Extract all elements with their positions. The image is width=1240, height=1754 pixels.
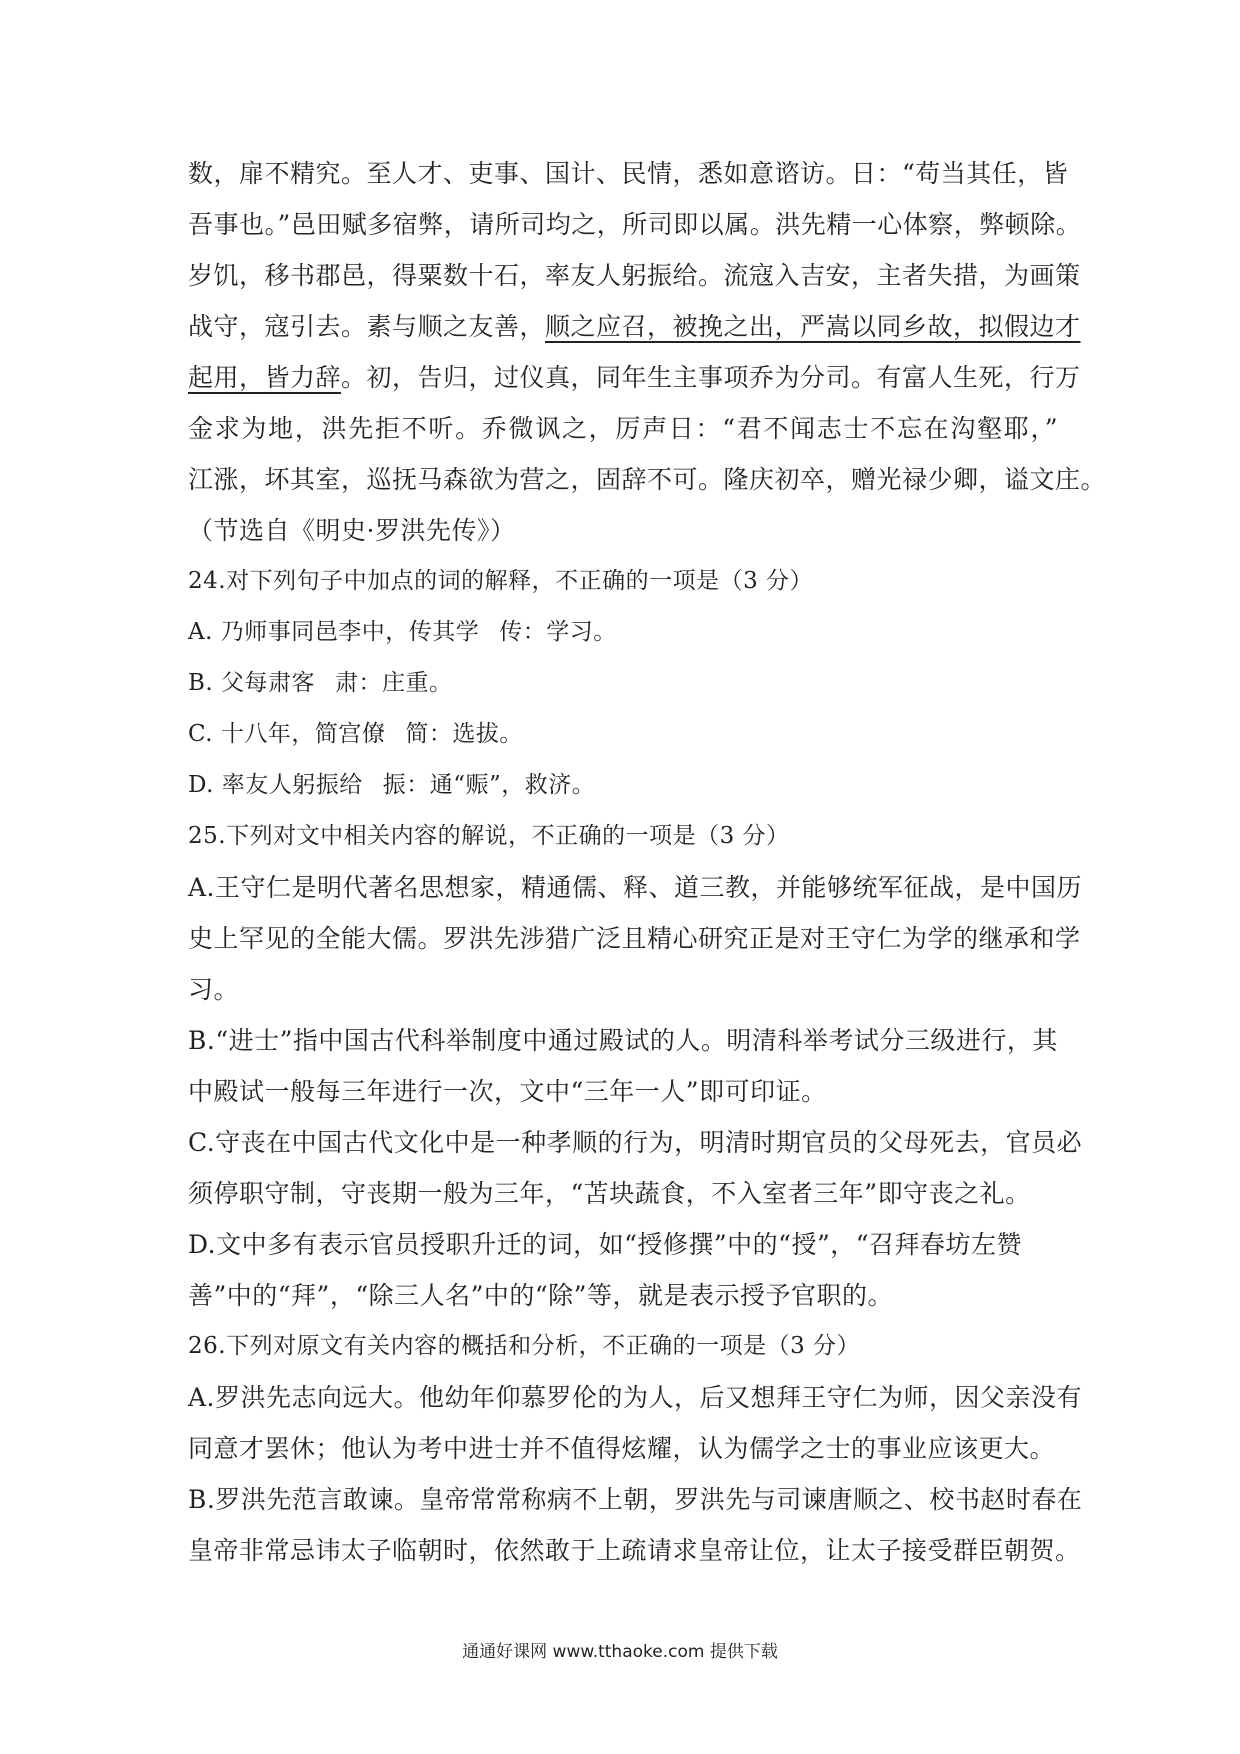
passage-line: 江涨，坏其室，巡抚马森欲为营之，固辞不可。隆庆初卒，赠光禄少卿，谥文庄。	[188, 465, 1107, 494]
document-body	[188, 148, 1107, 1576]
passage-source: （节选自《明史·罗洪先传》）	[188, 516, 516, 545]
page-footer: 通通好课网 www.tthaoke.com 提供下载	[462, 1642, 778, 1662]
passage-line	[188, 352, 1081, 403]
question-24-option-a: A. 乃师事同邑李中，传其学 传：学习。	[188, 619, 617, 645]
question-24-option-c: C. 十八年，简宫僚 简：选拔。	[188, 721, 523, 747]
question-26-title: 26.下列对原文有关内容的概括和分析，不正确的一项是（3 分）	[188, 1333, 861, 1359]
question-26-line: 皇帝非常忌讳太子临朝时，依然敢于上疏请求皇帝让位，让太子接受群臣朝贺。	[188, 1536, 1081, 1565]
underlined-sentence: 起用，皆力辞	[188, 363, 342, 392]
question-25-title: 25.下列对文中相关内容的解说，不正确的一项是（3 分）	[188, 823, 790, 849]
question-25-line: 中殿试一般每三年进行一次，文中“三年一人”即可印证。	[188, 1077, 827, 1106]
passage-text: 战守，寇引去。素与顺之友善，	[188, 312, 546, 341]
passage-line: 岁饥，移书郡邑，得粟数十石，率友人躬振给。流寇入吉安，主者失措，为画策	[188, 261, 1081, 290]
question-24-option-b: B. 父每肃客 肃：庄重。	[188, 670, 453, 696]
classical-passage	[188, 148, 1107, 505]
question-25-line: 史上罕见的全能大儒。罗洪先涉猎广泛且精心研究正是对王守仁为学的继承和学	[188, 924, 1081, 953]
question-25-line: D.文中多有表示官员授职升迁的词，如“授修撰”中的“授”，“召拜春坊左赞	[188, 1230, 1023, 1259]
question-26-line: A.罗洪先志向远大。他幼年仰慕罗伦的为人，后又想拜王守仁为师，因父亲没有	[188, 1383, 1083, 1412]
passage-text: 。初，告归，过仪真，同年生主事项乔为分司。有富人生死，行万	[341, 363, 1081, 392]
passage-line	[188, 301, 1081, 352]
question-26-line: 同意才罢休；他认为考中进士并不值得炫耀，认为儒学之士的事业应该更大。	[188, 1434, 1056, 1463]
question-24-title: 24.对下列句子中加点的词的解释，不正确的一项是（3 分）	[188, 568, 814, 594]
passage-line: 数，扉不精究。至人才、吏事、国计、民情，悉如意谘访。日：“苟当其任，皆	[188, 159, 1069, 188]
passage-line: 金求为地，洪先拒不听。乔微讽之，厉声日：“君不闻志士不忘在沟壑耶，”	[188, 414, 1058, 443]
question-25-line: 习。	[188, 975, 240, 1004]
question-25-line: A.王守仁是明代著名思想家，精通儒、释、道三教，并能够统军征战，是中国历	[188, 873, 1083, 902]
passage-line: 吾事也。”邑田赋多宿弊，请所司均之，所司即以属。洪先精一心体察，弊顿除。	[188, 210, 1082, 239]
question-24-option-d: D. 率友人躬振给 振：通“赈”，救济。	[188, 772, 596, 798]
question-25-line: B.“进士”指中国古代科举制度中通过殿试的人。明清科举考试分三级进行，其	[188, 1026, 1058, 1055]
question-25-line: 须停职守制，守丧期一般为三年，“苫块蔬食，不入室者三年”即守丧之礼。	[188, 1179, 1031, 1208]
underlined-sentence: 顺之应召，被挽之出，严嵩以同乡故，拟假边才	[545, 312, 1081, 341]
question-26-line: B.罗洪先范言敢谏。皇帝常常称病不上朝，罗洪先与司谏唐顺之、校书赵时春在	[188, 1485, 1083, 1514]
question-25-line: C.守丧在中国古代文化中是一种孝顺的行为，明清时期官员的父母死去，官员必	[188, 1128, 1083, 1157]
question-25-line: 善”中的“拜”，“除三人名”中的“除”等，就是表示授予官职的。	[188, 1281, 893, 1310]
